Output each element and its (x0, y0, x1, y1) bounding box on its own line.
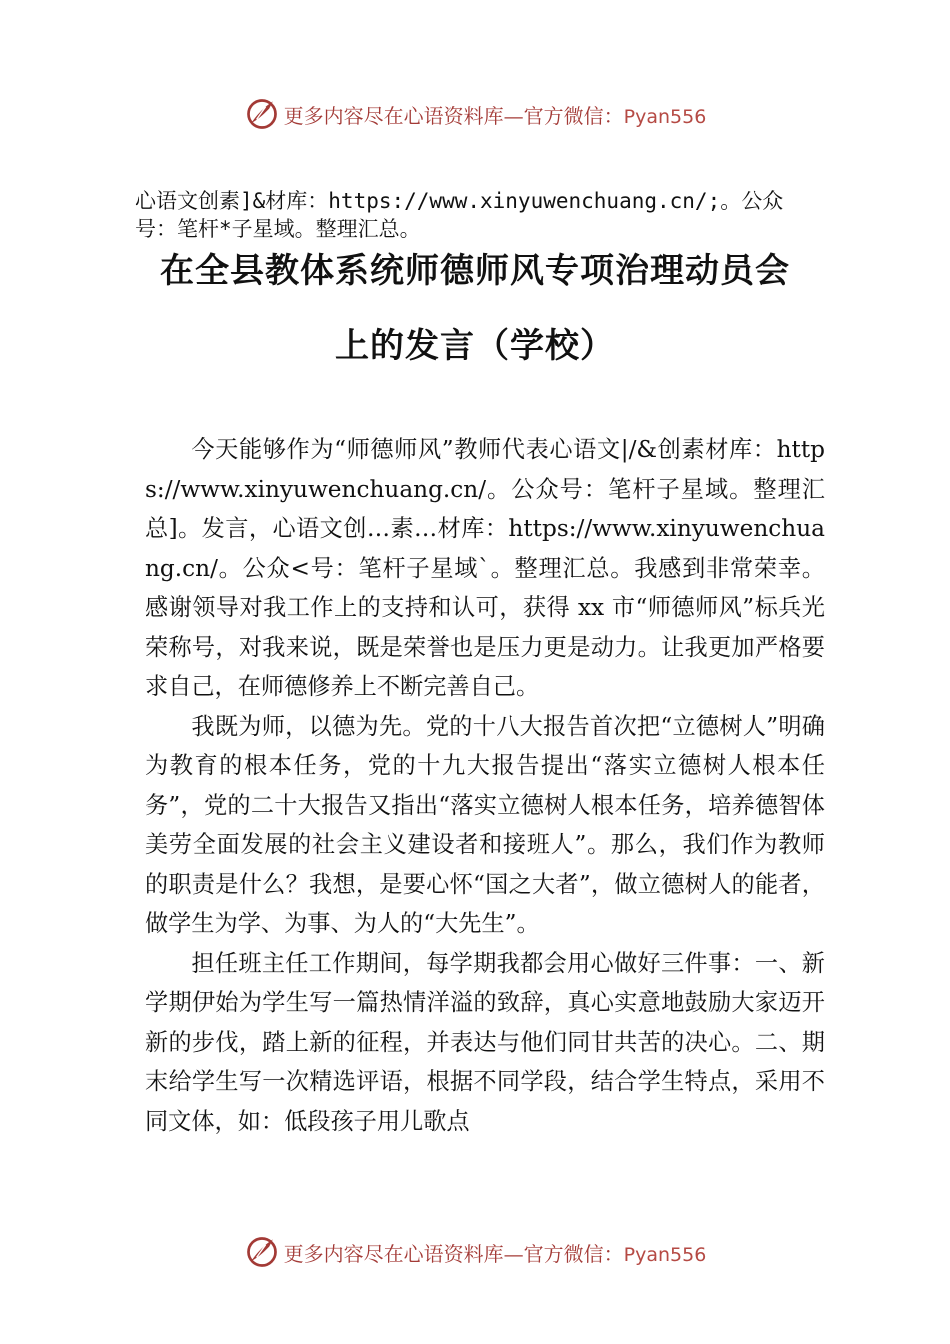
document-body (145, 430, 825, 1141)
footer-banner-text (284, 1238, 707, 1267)
pen-logo-icon (244, 96, 280, 132)
header-wechat-id: Pyan556 (623, 105, 707, 128)
paragraph-2: 我既为师，以德为先。党的十八大报告首次把“立德树人”明确为教育的根本任务，党的十九大报告提出“落实立德树人根本任务”，党的二十大报告又指出“落实立德树人根本任务，培养德智体美劳全面发展的社会主义建设者和接班人”。那么，我们作为教师的职责是什么？我想，是要心怀“国之大者”，做立德树人的能者，做学生为学、为事、为人的“大先生”。 (145, 712, 825, 937)
footer-wechat-id: Pyan556 (623, 1243, 707, 1266)
header-banner-label: 更多内容尽在心语资料库—官方微信： (283, 103, 624, 128)
document-title-line-1: 在全县教体系统师德师风专项治理动员会 (160, 251, 790, 291)
paragraph-1: 今天能够作为“师德师风”教师代表心语文|/&创素材库：https://www.xinyuwenchuang.cn/。公众号：笔杆子星域。整理汇总]。发言，心语文创…素…材库：https://www.xinyuwenchuang.cn/。公众<号：笔杆子星域`。整理汇总。我感到非常荣幸。感谢领导对我工作上的支持和认可，获得 xx 市“师德师风”标兵光荣称号，对我来说，既是荣誉也是压力更是动力。让我更加严格要求自己，在师德修养上不断完善自己。 (145, 436, 825, 700)
footer-banner (0, 1230, 950, 1274)
paragraph-3: 担任班主任工作期间，每学期我都会用心做好三件事：一、新学期伊始为学生写一篇热情洋溢的致辞，真心实意地鼓励大家迈开新的步伐，踏上新的征程，并表达与他们同甘共苦的决心。二、期末给学生写一次精选评语，根据不同学段，结合学生特点，采用不同文体，如：低段孩子用儿歌点 (145, 949, 825, 1135)
header-banner-text (284, 100, 707, 129)
footer-banner-label: 更多内容尽在心语资料库—官方微信： (283, 1241, 624, 1266)
header-banner (0, 92, 950, 136)
pen-logo-icon (244, 1234, 280, 1270)
source-note: 心语文创素]&材库：https://www.xinyuwenchuang.cn/;。公众号：笔杆*子星域。整理汇总。 (135, 189, 784, 241)
document-title-line-2: 上的发言（学校） (335, 326, 615, 366)
